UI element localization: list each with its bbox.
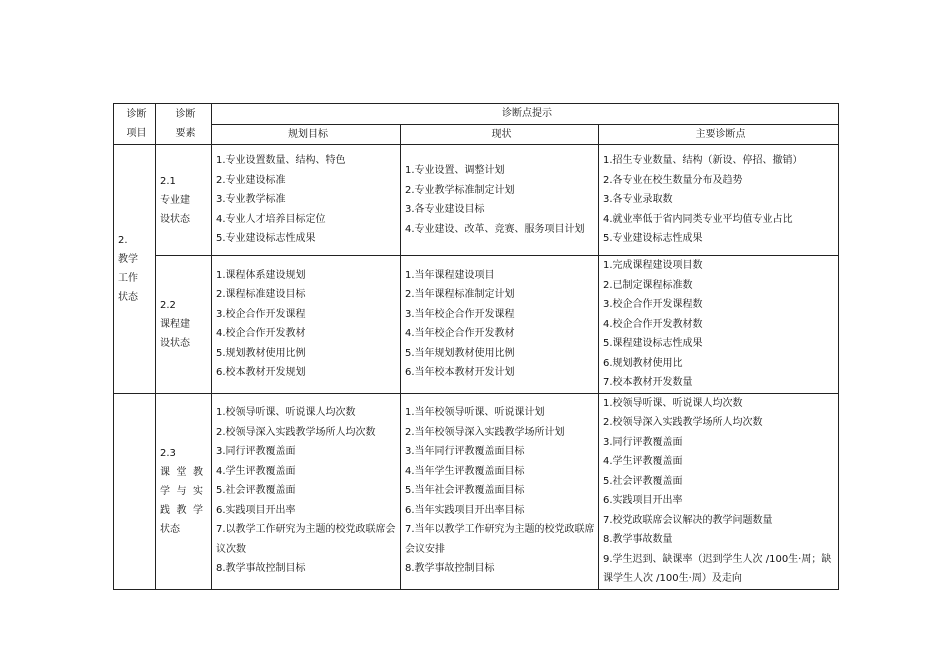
target-cell bbox=[212, 393, 401, 589]
header-points: 主要诊断点 bbox=[599, 124, 839, 145]
header-hint: 诊断点提示 bbox=[212, 104, 839, 125]
list-item: 8.教学事故控制目标 bbox=[405, 563, 495, 575]
list-item: 6.实践项目开出率 bbox=[216, 504, 296, 516]
project-cell-empty bbox=[114, 393, 156, 589]
status-cell bbox=[401, 145, 599, 256]
table-row bbox=[114, 145, 839, 256]
status-cell bbox=[401, 256, 599, 394]
list-item: 4.学生评教覆盖面 bbox=[603, 456, 683, 467]
list-item: 3.校企合作开发课程 bbox=[216, 308, 306, 320]
list-item: 1.校领导听课、听说课人均次数 bbox=[216, 407, 356, 419]
list-item: 2.各专业在校生数量分布及趋势 bbox=[603, 174, 743, 186]
list-item: 4.校企合作开发教材 bbox=[216, 328, 306, 340]
list-item: 3.各专业录取数 bbox=[603, 194, 673, 206]
list-item: 1.专业设置、调整计划 bbox=[405, 165, 505, 176]
list-item: 6.规划教材使用比 bbox=[603, 357, 683, 369]
list-item: 2.当年校领导深入实践教学场所计划 bbox=[405, 426, 565, 438]
list-item: 1.当年课程建设项目 bbox=[405, 269, 495, 281]
header-project: 诊断 项目 bbox=[114, 104, 156, 145]
list-item: 5.规划教材使用比例 bbox=[216, 347, 306, 359]
points-cell bbox=[599, 145, 839, 256]
header-element: 诊断 要素 bbox=[156, 104, 212, 145]
list-item: 1.课程体系建设规划 bbox=[216, 269, 306, 281]
list-item: 2.课程标准建设目标 bbox=[216, 289, 306, 301]
list-item: 4.当年学生评教覆盖面目标 bbox=[405, 465, 525, 477]
list-item: 5.课程建设标志性成果 bbox=[603, 338, 703, 349]
list-item: 7.当年以教学工作研究为主题的校党政联席会议安排 bbox=[405, 524, 595, 555]
list-item: 9.学生迟到、缺课率（迟到学生人次 /100生·周；缺课学生人次 /100生·周）及走向 bbox=[603, 553, 832, 584]
list-item: 1.校领导听课、听说课人均次数 bbox=[603, 397, 743, 409]
element-cell: 2.1 专业建 设状态 bbox=[156, 145, 212, 256]
status-cell bbox=[401, 393, 599, 589]
list-item: 3.当年校企合作开发课程 bbox=[405, 308, 515, 320]
element-cell: 2.3 课堂教 学与实 践教学 状态 bbox=[156, 393, 212, 589]
list-item: 4.学生评教覆盖面 bbox=[216, 465, 296, 477]
list-item: 3.各专业建设目标 bbox=[405, 204, 485, 215]
element-cell: 2.2 课程建 设状态 bbox=[156, 256, 212, 394]
list-item: 5.当年规划教材使用比例 bbox=[405, 347, 515, 359]
list-item: 3.同行评教覆盖面 bbox=[216, 446, 296, 458]
header-row-2 bbox=[114, 124, 839, 145]
list-item: 7.校党政联席会议解决的教学问题数量 bbox=[603, 514, 773, 526]
diagnosis-table bbox=[113, 103, 839, 590]
list-item: 2.专业建设标准 bbox=[216, 174, 286, 186]
list-item: 2.已制定课程标准数 bbox=[603, 279, 693, 291]
list-item: 4.校企合作开发教材数 bbox=[603, 318, 703, 330]
list-item: 6.校本教材开发规划 bbox=[216, 367, 306, 379]
list-item: 2.当年课程标准制定计划 bbox=[405, 289, 515, 301]
points-cell bbox=[599, 256, 839, 394]
list-item: 2.专业教学标准制定计划 bbox=[405, 184, 515, 196]
table-row bbox=[114, 256, 839, 394]
list-item: 1.当年校领导听课、听说课计划 bbox=[405, 407, 545, 419]
points-cell bbox=[599, 393, 839, 589]
list-item: 1.完成课程建设项目数 bbox=[603, 260, 703, 271]
list-item: 6.实践项目开出率 bbox=[603, 495, 683, 506]
list-item: 6.当年校本教材开发计划 bbox=[405, 367, 515, 379]
target-cell bbox=[212, 145, 401, 256]
list-item: 5.当年社会评教覆盖面目标 bbox=[405, 485, 525, 497]
list-item: 5.社会评教覆盖面 bbox=[216, 485, 296, 497]
list-item: 3.当年同行评教覆盖面目标 bbox=[405, 446, 525, 458]
list-item: 1.专业设置数量、结构、特色 bbox=[216, 155, 346, 167]
list-item: 2.校领导深入实践教学场所人均次数 bbox=[603, 417, 763, 428]
list-item: 4.专业人才培养目标定位 bbox=[216, 213, 326, 225]
list-item: 4.当年校企合作开发教材 bbox=[405, 328, 515, 340]
target-cell bbox=[212, 256, 401, 394]
list-item: 7.校本教材开发数量 bbox=[603, 377, 693, 388]
list-item: 4.专业建设、改革、竞赛、服务项目计划 bbox=[405, 223, 585, 235]
table-row bbox=[114, 393, 839, 589]
list-item: 3.同行评教覆盖面 bbox=[603, 436, 683, 448]
list-item: 3.校企合作开发课程数 bbox=[603, 299, 703, 310]
list-item: 6.当年实践项目开出率目标 bbox=[405, 504, 525, 516]
list-item: 2.校领导深入实践教学场所人均次数 bbox=[216, 426, 376, 438]
list-item: 8.教学事故数量 bbox=[603, 534, 673, 545]
list-item: 5.专业建设标志性成果 bbox=[603, 233, 703, 245]
list-item: 8.教学事故控制目标 bbox=[216, 563, 306, 575]
list-item: 3.专业教学标准 bbox=[216, 194, 286, 206]
list-item: 5.专业建设标志性成果 bbox=[216, 233, 316, 245]
header-status: 现状 bbox=[401, 124, 599, 145]
list-item: 1.招生专业数量、结构（新设、停招、撤销） bbox=[603, 155, 803, 167]
list-item: 4.就业率低于省内同类专业平均值专业占比 bbox=[603, 213, 793, 225]
project-cell: 2. 教学 工作 状态 bbox=[114, 145, 156, 394]
list-item: 5.社会评教覆盖面 bbox=[603, 475, 683, 487]
header-target: 规划目标 bbox=[212, 124, 401, 145]
header-row-1 bbox=[114, 104, 839, 125]
list-item: 7.以教学工作研究为主题的校党政联席会议次数 bbox=[216, 524, 396, 555]
